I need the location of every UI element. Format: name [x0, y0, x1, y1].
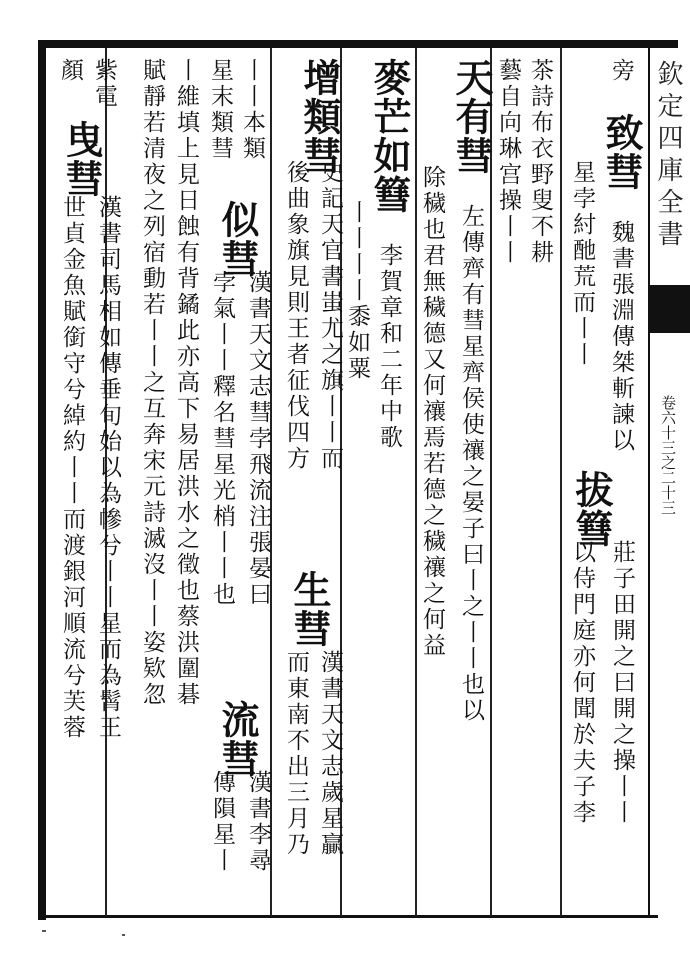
entry-text: 傳隕星丨 — [209, 770, 235, 874]
volume-label: 卷六十三之二十三 — [659, 395, 677, 515]
text-column-13 — [174, 58, 197, 708]
text-column-9b — [318, 160, 341, 472]
text-column-16c — [60, 195, 83, 741]
text-column-15 — [92, 58, 115, 110]
text-column-9c — [287, 570, 332, 648]
entry-text: 丨維填上見日蝕有背鐍此亦高下易居洪水之徵也蔡洪圍碁 — [173, 58, 199, 708]
entry-text: 藝自向琳宫操丨丨 — [495, 58, 521, 266]
entry-text: 李賀章和二年中歌 — [376, 243, 402, 451]
text-column-11c — [246, 270, 269, 608]
text-column-14 — [140, 58, 163, 708]
text-column-10 — [284, 160, 307, 472]
text-column-1b — [569, 470, 614, 548]
entry-text: 孛氣丨丨釋名彗星光梢丨丨也 — [209, 270, 235, 608]
entry-text: 星末類彗 — [207, 58, 233, 162]
entry-text: 漢書天文志彗孛飛流注張晏曰 — [245, 270, 271, 608]
entry-text: 丨丨本類 — [239, 58, 265, 162]
entry-text: 漢書李尋 — [245, 770, 271, 874]
entry-heading: 增類彗 — [297, 58, 342, 175]
column-rule — [560, 48, 562, 916]
entry-text: 漢書天文志歲星贏 — [317, 650, 343, 858]
entry-text: 星孛紂酏荒而丨丨 — [569, 160, 595, 368]
text-column-2 — [570, 160, 593, 368]
text-column-16b — [59, 120, 104, 198]
text-column-8 — [345, 200, 368, 382]
entry-heading: 生彗 — [287, 570, 332, 648]
scan-mark — [42, 930, 46, 932]
entry-text: 而東南不出三月乃 — [283, 650, 309, 858]
column-head: 紫電 — [91, 58, 117, 110]
page-border-bottom — [38, 915, 658, 918]
entry-text: 丨丨丨丨黍如粟 — [344, 200, 370, 382]
entry-heading: 致彗 — [599, 113, 644, 191]
text-column-11b — [215, 200, 260, 278]
text-column-17 — [96, 195, 119, 741]
entry-text: 魏書張淵傳桀斬諫以 — [608, 220, 634, 454]
entry-heading: 麥芒如篲 — [367, 58, 412, 214]
text-column-3 — [528, 58, 551, 266]
entry-text: 後曲象旗見則王者征伐四方 — [283, 160, 309, 472]
entry-heading: 流彗 — [215, 700, 260, 778]
entry-heading: 天有彗 — [449, 58, 494, 175]
scan-mark — [122, 934, 125, 936]
entry-text: 除穢也君無穢德又何禳焉若德之穢禳之何益 — [419, 165, 445, 659]
text-column-11e — [246, 770, 269, 874]
text-column-12c — [210, 770, 233, 874]
text-column-5 — [449, 58, 494, 724]
entry-text: 茶詩布衣野叟不耕 — [527, 58, 553, 266]
text-column-1c — [610, 540, 633, 826]
text-column-4 — [496, 58, 519, 266]
fishtail-mark — [650, 285, 690, 333]
text-column-10b — [284, 650, 307, 858]
entry-text: 史記天官書蚩尤之旗丨丨而 — [317, 160, 343, 472]
text-column-7 — [367, 58, 412, 451]
text-column-11 — [240, 58, 263, 162]
text-column-9 — [297, 58, 342, 175]
text-column-1 — [599, 58, 644, 454]
text-column-12b — [210, 270, 233, 608]
page-border-top — [38, 40, 678, 48]
entry-text: 莊子田開之曰開之操丨丨 — [609, 540, 635, 826]
text-column-16 — [58, 58, 81, 84]
text-column-9d — [318, 650, 341, 858]
text-column-6 — [420, 165, 443, 659]
entry-text: 顏 — [57, 58, 83, 84]
text-column-2b — [570, 540, 593, 826]
text-column-12 — [208, 58, 231, 162]
entry-heading: 曳彗 — [59, 120, 104, 198]
page-border-left — [38, 40, 46, 920]
entry-text: 以侍門庭亦何聞於夫子李 — [569, 540, 595, 826]
entry-text: 賦靜若清夜之列宿動若丨丨之互奔宋元詩滅沒丨丨姿欵忽 — [139, 58, 165, 708]
column-head: 旁 — [608, 58, 634, 84]
entry-text: 左傳齊有彗星齊侯使禳之晏子曰丨之丨丨也以 — [458, 204, 484, 724]
book-title: 欽定四庫全書 — [653, 60, 683, 252]
column-rule — [415, 48, 417, 916]
entry-heading: 拔篲 — [569, 470, 614, 548]
entry-text: 漢書司馬相如傳垂旬始以為幓兮丨丨星而為髾王 — [95, 195, 121, 741]
text-column-11d — [215, 700, 260, 778]
column-rule — [490, 48, 492, 916]
entry-heading: 似彗 — [215, 200, 260, 278]
entry-text: 世貞金魚賦銜守兮綽約丨丨而渡銀河順流兮芙蓉 — [59, 195, 85, 741]
